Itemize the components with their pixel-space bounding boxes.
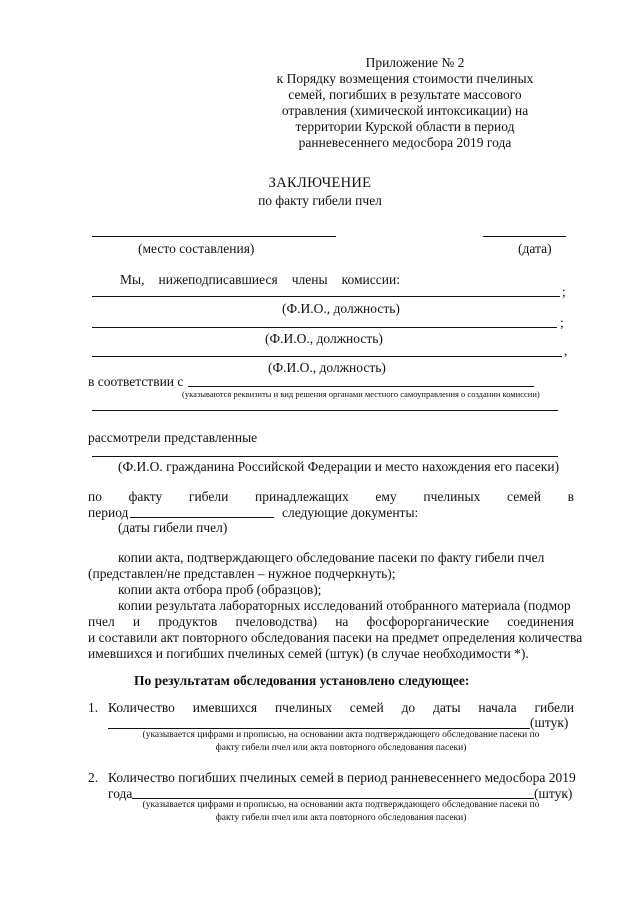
accordance-line-2[interactable] xyxy=(92,410,558,411)
reviewed-label: (Ф.И.О. гражданина Российской Федерации и место нахождения его пасеки) xyxy=(118,459,560,474)
item-1-note-line: факту гибели пчел или акта повторного обследования пасеки) xyxy=(215,743,467,753)
fact-word: принадлежащих xyxy=(255,489,349,504)
fact-word: факту xyxy=(128,489,163,504)
fact-word: ему xyxy=(375,489,397,504)
doc-1-line-2: (представлен/не представлен – нужное подчеркнуть); xyxy=(88,566,396,581)
accordance-line[interactable] xyxy=(188,386,534,387)
dates-label: (даты гибели пчел) xyxy=(118,520,228,535)
intro-word: Мы, xyxy=(120,272,145,287)
date-label: (дата) xyxy=(518,241,552,256)
item1-word: имевшихся xyxy=(192,700,258,715)
docs-text: следующие документы: xyxy=(282,505,419,520)
member-3-end: , xyxy=(564,343,568,358)
item-2-year: года xyxy=(108,786,133,801)
doc3-word: продуктов xyxy=(158,614,218,629)
item-1-note-line: (указывается цифрами и прописью, на основании акта подтверждающего обследование пасеки по xyxy=(142,730,540,740)
doc-3-line-1: копии результата лабораторных исследований отобранного материала (подмор xyxy=(118,598,571,613)
member-2-end: ; xyxy=(560,315,564,330)
period-line[interactable] xyxy=(130,517,274,518)
period-text: период xyxy=(88,505,129,520)
item1-word: даты xyxy=(433,700,461,715)
fact-word: по xyxy=(88,489,102,504)
appendix-line: Приложение № 2 xyxy=(365,55,465,70)
member-1-end: ; xyxy=(562,284,566,299)
item1-word: пчелиных xyxy=(274,700,332,715)
member-3-fio-label: (Ф.И.О., должность) xyxy=(268,360,386,375)
doc3-word: фосфорорганические xyxy=(366,614,490,629)
intro-word: нижеподписавшиеся xyxy=(158,272,278,287)
item-2-number: 2. xyxy=(88,770,99,785)
member-3-line[interactable] xyxy=(92,356,562,357)
item1-word: до xyxy=(401,700,416,715)
item1-word: начала xyxy=(478,700,517,715)
doc-3-line-4: имевшихся и погибших пчелиных семей (штук) (в случае необходимости *). xyxy=(88,646,529,661)
member-2-line[interactable] xyxy=(92,327,557,328)
doc3-word: пчеловодства) xyxy=(235,614,318,629)
doc3-word: соединения xyxy=(507,614,574,629)
document-title xyxy=(220,175,420,209)
title-main: ЗАКЛЮЧЕНИЕ xyxy=(268,175,372,191)
item1-word: семей xyxy=(349,700,384,715)
item1-word: Количество xyxy=(108,700,175,715)
reviewed-text: рассмотрели представленные xyxy=(88,430,258,445)
members-intro xyxy=(120,272,400,288)
appendix-line: к Порядку возмещения стоимости пчелиных xyxy=(276,71,534,86)
intro-word: комиссии: xyxy=(341,272,400,287)
doc-2: копии акта отбора проб (образцов); xyxy=(118,582,322,597)
appendix-line: ранневесеннего медосбора 2019 года xyxy=(298,135,512,150)
fact-word: в xyxy=(567,489,574,504)
date-line[interactable] xyxy=(483,236,566,237)
doc-3-line-2 xyxy=(88,614,574,630)
title-sub: по факту гибели пчел xyxy=(258,193,382,208)
item-2-note-line: факту гибели пчел или акта повторного обследования пасеки) xyxy=(215,813,467,823)
item-1-unit: (штук) xyxy=(530,715,569,730)
results-heading: По результатам обследования установлено следующее: xyxy=(134,673,470,688)
appendix-line: семей, погибших в результате массового xyxy=(288,87,522,102)
item-2-unit: (штук) xyxy=(534,786,573,801)
fact-word: пчелиных xyxy=(423,489,481,504)
item-2-note xyxy=(108,799,574,825)
item-2-line-1: Количество погибших пчелиных семей в период ранневесеннего медосбора 2019 xyxy=(108,770,576,785)
member-1-line[interactable] xyxy=(92,296,560,297)
doc3-word: и xyxy=(132,614,141,629)
appendix-line: отравления (химической интоксикации) на xyxy=(281,103,529,118)
doc3-word: пчел xyxy=(88,614,115,629)
reviewed-line[interactable] xyxy=(92,456,558,457)
item-1-line xyxy=(108,700,574,716)
fact-word: семей xyxy=(507,489,541,504)
member-1-fio-label: (Ф.И.О., должность) xyxy=(282,301,400,316)
accordance-text: в соответствии с xyxy=(88,374,184,389)
item-1-number: 1. xyxy=(88,700,99,715)
fact-word: гибели xyxy=(188,489,229,504)
accordance-note: (указываются реквизиты и вид решения органами местного самоуправления о создании комиссии) xyxy=(182,389,540,399)
place-label: (место составления) xyxy=(138,241,255,256)
fact-line xyxy=(88,489,574,505)
place-line[interactable] xyxy=(92,236,336,237)
doc3-word: на xyxy=(335,614,349,629)
doc-3-line-3: и составили акт повторного обследования пасеки на предмет определения количества xyxy=(88,630,583,645)
appendix-line: территории Курской области в период xyxy=(295,119,515,134)
member-2-fio-label: (Ф.И.О., должность) xyxy=(265,331,383,346)
intro-word: члены xyxy=(291,272,328,287)
item-1-note xyxy=(108,729,574,755)
doc-1-line-1: копии акта, подтверждающего обследование пасеки по факту гибели пчел xyxy=(118,550,545,565)
appendix-block xyxy=(255,55,555,151)
item-2-note-line: (указывается цифрами и прописью, на основании акта подтверждающего обследование пасеки по xyxy=(142,800,540,810)
item1-word: гибели xyxy=(534,700,574,715)
